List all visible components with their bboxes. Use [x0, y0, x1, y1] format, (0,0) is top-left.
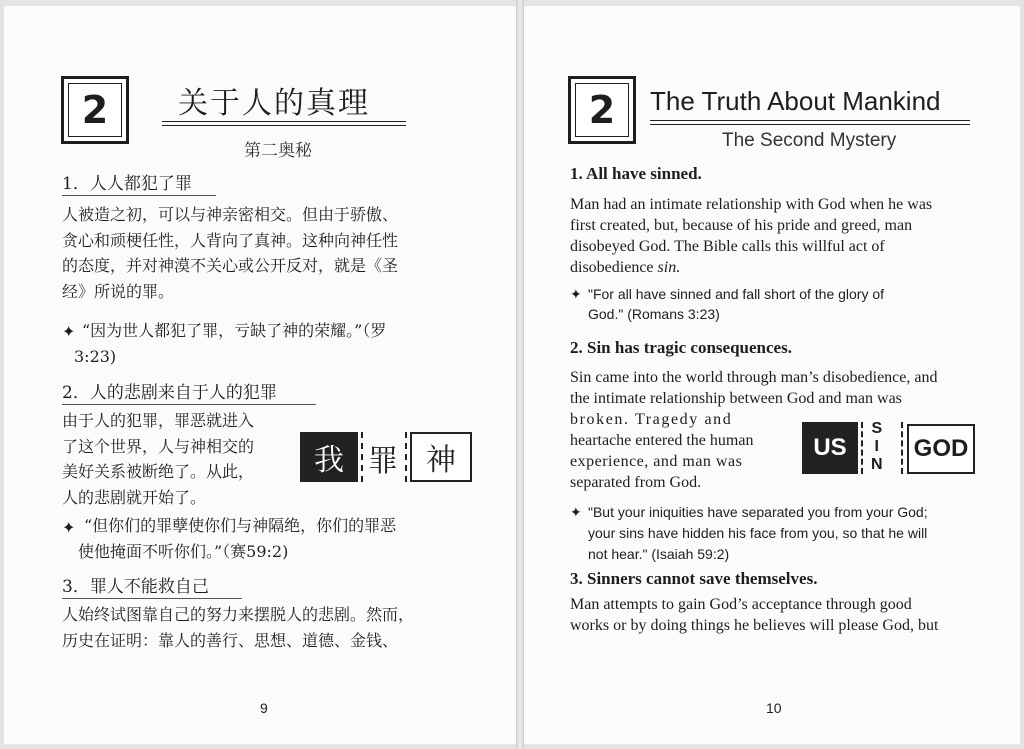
bullet-star-icon: ✦: [62, 518, 76, 537]
text-run-italic: sin.: [657, 259, 681, 276]
text-line: broken. Tragedy and: [570, 411, 733, 428]
diagram-us-box: [802, 422, 858, 474]
diagram-god-box: [907, 424, 975, 474]
section-2-heading: 2．人的悲剧来自于人的犯罪: [62, 378, 316, 405]
chapter-number-box: [568, 76, 636, 144]
section-1-verse: [74, 318, 502, 369]
chapter-number: 2: [81, 88, 109, 132]
diagram-me-box: [300, 432, 358, 482]
diagram-divider: [405, 432, 407, 482]
bullet-star-icon: ✦: [570, 505, 582, 521]
text-line: 历史在证明：靠人的善行、思想、道德、金钱、: [62, 630, 399, 650]
diagram-god-label: GOD: [913, 435, 969, 462]
text-line: “因为世人都犯了罪，亏缺了神的荣耀。”（罗: [82, 321, 387, 340]
text-line: 3:23): [74, 346, 117, 366]
diagram-god-box: [410, 432, 472, 482]
section-2-paragraph: [62, 408, 307, 510]
diagram-sin-letter: I: [874, 438, 879, 455]
diagram-sin-label: 罪: [368, 444, 398, 479]
text-line: 美好关系被断绝了。从此，: [62, 462, 255, 481]
bullet-star-icon: ✦: [570, 287, 582, 303]
title-rule: [650, 120, 970, 125]
text-line: Man attempts to gain God’s acceptance through good: [570, 596, 912, 613]
text-line: 人被造之初，可以与神亲密相交。但由于骄傲、: [62, 205, 399, 224]
section-1-paragraph: [570, 194, 990, 278]
section-2-verse: [588, 502, 1008, 565]
section-3-heading: 3. Sinners cannot save themselves.: [570, 569, 818, 588]
left-page: [4, 6, 516, 744]
text-line: your sins have hidden his face from you, so that he will: [588, 525, 928, 541]
text-line: [570, 257, 990, 278]
section-2-verse: [78, 513, 504, 564]
text-line: 贪心和顽梗任性，人背向了真神。这种向神任性: [62, 230, 399, 250]
diagram-god-label: 神: [426, 443, 456, 478]
text-line: 经》所说的罪。: [62, 281, 175, 301]
book-gutter: [516, 0, 524, 749]
diagram-us-label: US: [813, 434, 847, 461]
text-line: God." (Romans 3:23): [588, 306, 720, 322]
diagram-divider: [861, 422, 863, 474]
section-1-heading: 1．人人都犯了罪: [62, 169, 216, 196]
chapter-title: The Truth About Mankind: [650, 86, 941, 116]
text-line: Man had an intimate relationship with God when he was: [570, 196, 933, 213]
text-line: disobeyed God. The Bible calls this willful act of: [570, 238, 885, 255]
diagram-divider: [901, 422, 903, 474]
text-line: 使他掩面不听你们。”（赛59:2): [78, 541, 289, 561]
text-line: separated from God.: [570, 474, 702, 491]
right-page: [524, 6, 1020, 744]
chapter-number: 2: [588, 88, 616, 132]
page-number: 10: [766, 700, 782, 716]
section-1-heading: 1. All have sinned.: [570, 164, 702, 183]
section-2-paragraph: [570, 367, 990, 409]
text-line: works or by doing things he believes will please God, but: [570, 617, 939, 634]
page-number: 9: [260, 700, 268, 716]
section-1-paragraph: [62, 202, 492, 304]
text-line: 的态度，并对神漠不关心或公开反对，就是《圣: [62, 256, 399, 275]
section-1-verse: [588, 284, 998, 324]
text-line: Sin came into the world through man’s disobedience, and: [570, 369, 938, 386]
text-line: 人的悲剧就开始了。: [62, 487, 207, 507]
section-2-paragraph-narrow: [570, 409, 795, 493]
text-line: experience, and man was: [570, 453, 743, 470]
diagram-sin-letter: N: [871, 456, 883, 473]
section-3-paragraph: [570, 594, 990, 636]
text-line: heartache entered the human: [570, 432, 754, 449]
title-rule: [162, 121, 406, 126]
text-line: “但你们的罪孽使你们与神隔绝，你们的罪恶: [84, 516, 397, 535]
text-line: 由于人的犯罪，罪恶就进入: [62, 411, 255, 430]
diagram-me-label: 我: [314, 443, 344, 478]
text-line: 人始终试图靠自己的努力来摆脱人的悲剧。然而，: [62, 605, 415, 624]
diagram-divider: [361, 432, 363, 482]
text-line: first created, but, because of his pride and greed, man: [570, 217, 913, 234]
section-3-heading: 3．罪人不能救自己: [62, 572, 242, 599]
chapter-subtitle: The Second Mystery: [722, 130, 897, 151]
diagram-sin-letters: [871, 420, 883, 474]
section-2-heading: 2. Sin has tragic consequences.: [570, 338, 792, 357]
section-3-paragraph: [62, 602, 502, 653]
text-run: disobedience: [570, 259, 658, 276]
chapter-title: 关于人的真理: [178, 86, 370, 121]
text-line: 了这个世界，人与神相交的: [62, 436, 255, 456]
text-line: not hear." (Isaiah 59:2): [588, 546, 730, 562]
text-line: the intimate relationship between God and man was: [570, 390, 902, 407]
text-line: "For all have sinned and fall short of the glory of: [588, 286, 885, 302]
text-line: "But your iniquities have separated you from your God;: [588, 504, 928, 520]
diagram-sin-letter: S: [871, 420, 883, 437]
chapter-subtitle: 第二奥秘: [244, 141, 312, 161]
chapter-number-box: [61, 76, 129, 144]
bullet-star-icon: ✦: [62, 322, 76, 341]
